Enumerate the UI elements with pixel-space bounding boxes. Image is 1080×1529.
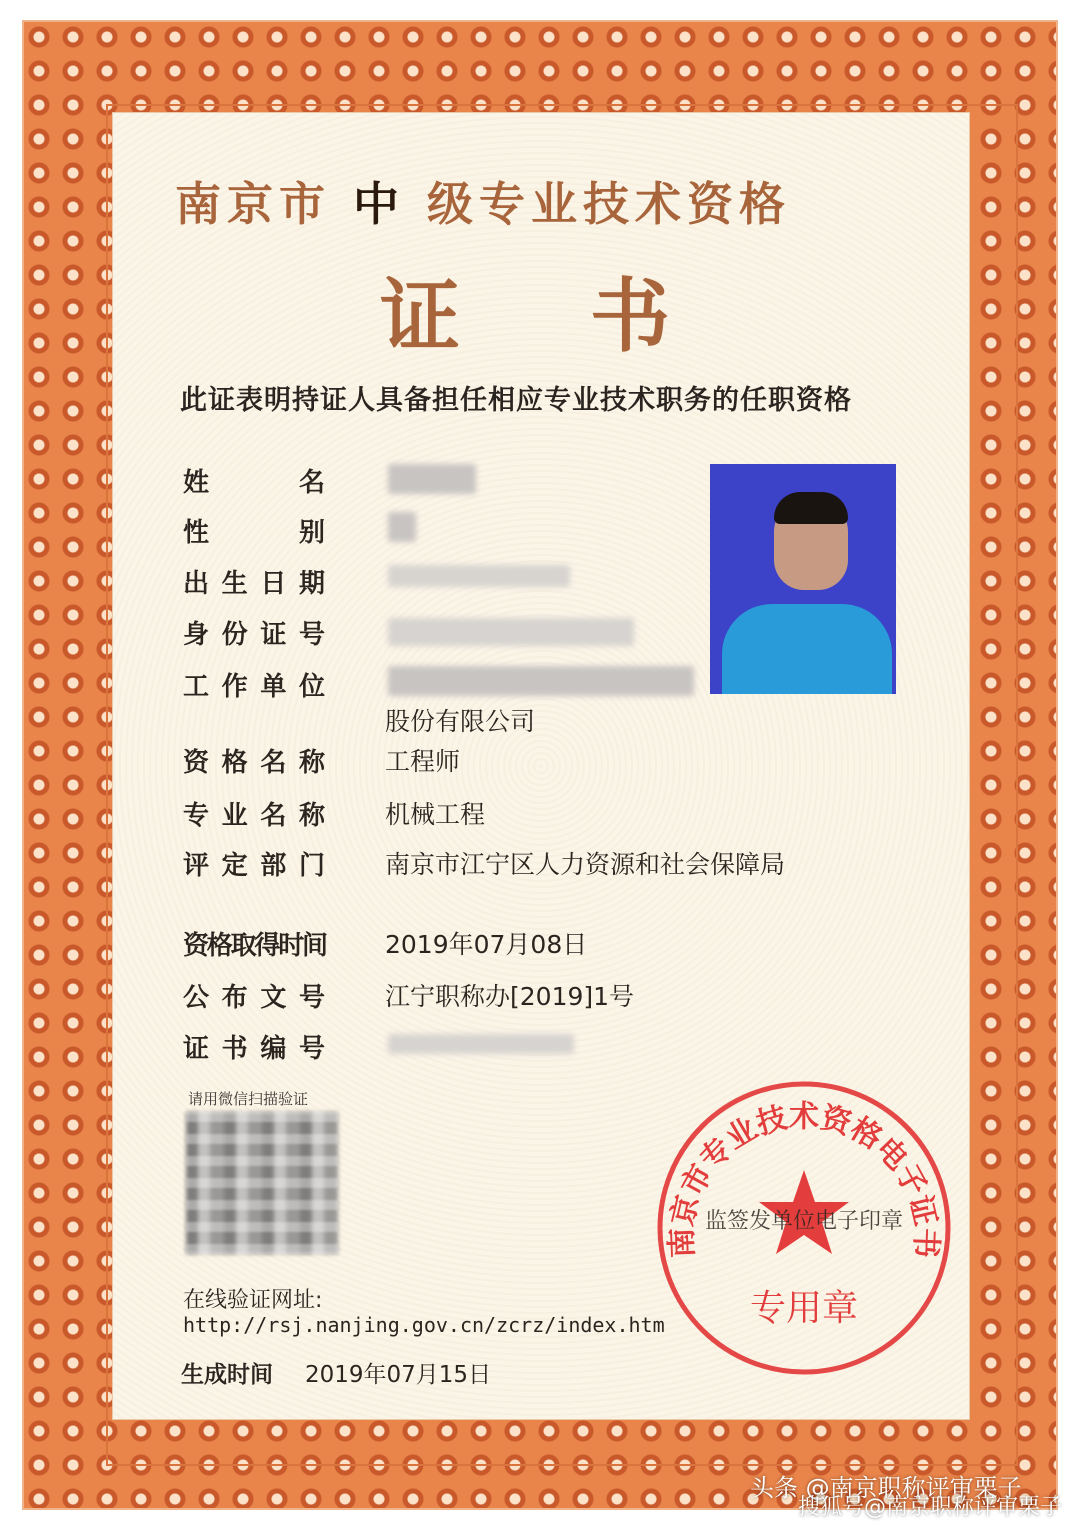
holder-photo <box>710 464 896 694</box>
name-redacted <box>388 464 476 494</box>
certificate-title <box>175 168 915 234</box>
title-city: 南京市 <box>175 177 331 231</box>
id-number-label: 身份证号 <box>183 620 325 650</box>
certificate-number-redacted <box>388 1034 574 1054</box>
certificate-subtitle: 此证表明持证人具备担任相应专业技术职务的任职资格 <box>180 385 852 416</box>
seal-bottom-text: 专用章 <box>749 1288 859 1329</box>
obtained-date-label: 资格取得时间 <box>183 931 325 961</box>
birthdate-redacted <box>388 565 570 587</box>
document-number-label: 公布文号 <box>183 983 325 1013</box>
department-value: 南京市江宁区人力资源和社会保障局 <box>385 850 786 879</box>
gender-redacted <box>388 512 416 542</box>
qr-code-pattern <box>186 1112 338 1254</box>
employer-value-line2: 股份有限公司 <box>385 707 536 736</box>
specialty-label: 专业名称 <box>183 801 325 831</box>
photo-hair <box>774 492 848 524</box>
verify-url[interactable]: http://rsj.nanjing.gov.cn/zcrz/index.htm <box>183 1313 665 1337</box>
certificate-number-label: 证书编号 <box>183 1034 325 1064</box>
birthdate-label: 出生日期 <box>183 569 325 599</box>
certificate-heading: 证书 <box>380 269 800 363</box>
title-level: 中 <box>353 177 406 231</box>
verify-url-label: 在线验证网址: <box>183 1288 323 1313</box>
title-type: 级专业技术资格 <box>427 177 792 231</box>
id-number-redacted <box>388 618 634 646</box>
watermark-sohu: 搜狐号@南京职称评审栗子 <box>797 1495 1062 1520</box>
gender-label: 性别 <box>183 518 325 548</box>
employer-redacted <box>388 666 694 696</box>
department-label: 评定部门 <box>183 851 325 881</box>
specialty-value: 机械工程 <box>385 800 486 829</box>
official-seal <box>654 1078 954 1378</box>
qualification-value: 工程师 <box>385 747 461 776</box>
document-number-value: 江宁职称办[2019]1号 <box>385 982 635 1011</box>
name-label: 姓名 <box>183 468 325 498</box>
watermark-toutiao: 头条 @南京职称评审栗子 <box>750 1474 1022 1502</box>
obtained-date-value: 2019年07月08日 <box>385 930 588 959</box>
seal-arc-text: 南京市专业技术资格电子证书 <box>664 1099 944 1259</box>
seal-center-text: 监签发单位电子印章 <box>704 1209 904 1234</box>
generated-time-label: 生成时间 <box>181 1362 273 1388</box>
photo-shirt <box>722 604 892 694</box>
qualification-label: 资格名称 <box>183 748 325 778</box>
employer-label: 工作单位 <box>183 672 325 702</box>
generated-time-value: 2019年07月15日 <box>305 1362 492 1388</box>
qr-caption: 请用微信扫描验证 <box>188 1090 309 1108</box>
